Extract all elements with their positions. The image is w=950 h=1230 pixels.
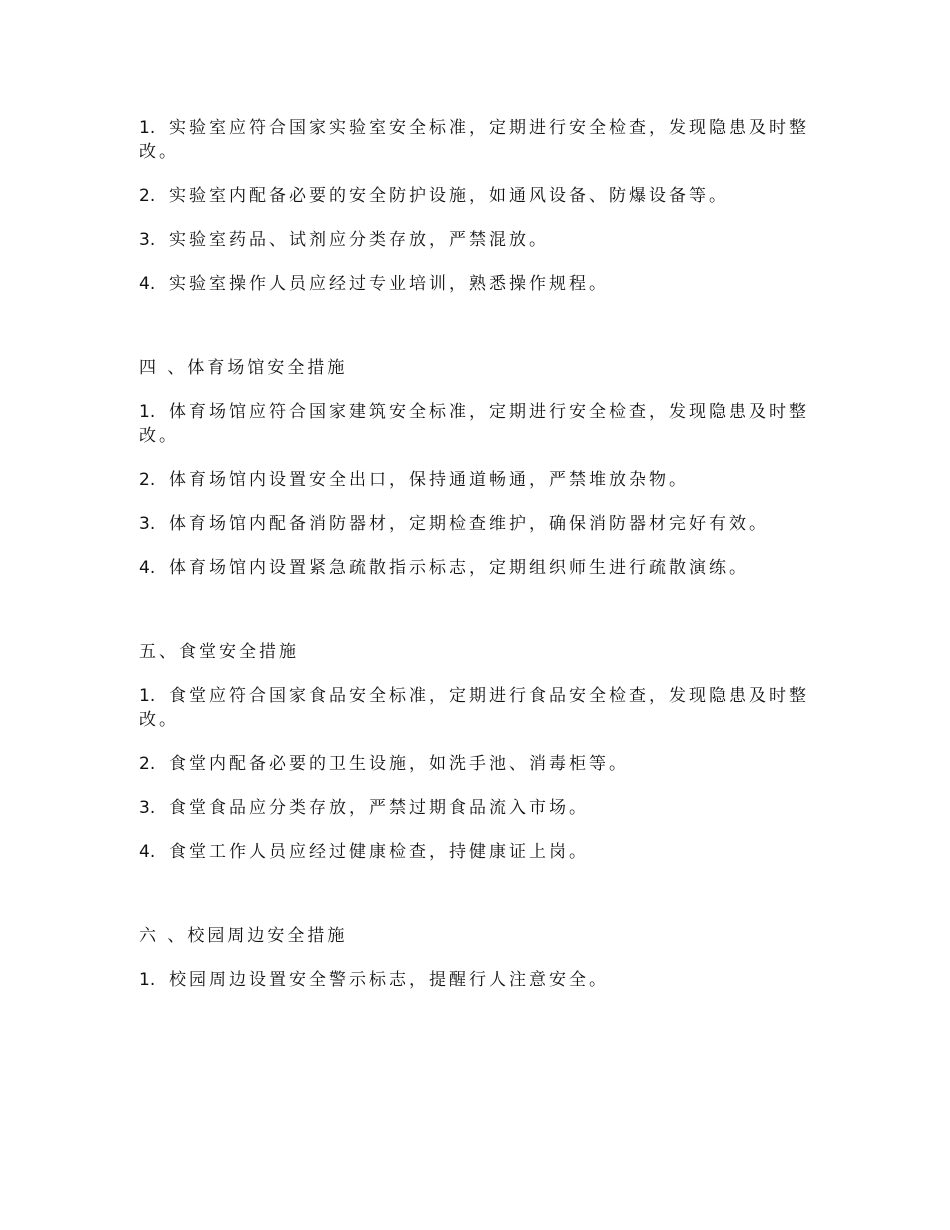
section-heading: 六 、校园周边安全措施: [139, 926, 348, 946]
item-text: 食堂工作人员应经过健康检查，持健康证上岗。: [169, 842, 589, 862]
item-text: 体育场馆应符合国家建筑安全标准，定期进行安全检查，发现隐患及时整改。: [139, 402, 809, 446]
item-text: 体育场馆内设置紧急疏散指示标志，定期组织师生进行疏散演练。: [169, 558, 749, 578]
list-item: [139, 840, 819, 864]
item-number: 1.: [139, 970, 156, 990]
list-item: [139, 116, 819, 164]
item-number: 3.: [139, 514, 156, 534]
list-item: [139, 968, 819, 992]
list-item: [139, 400, 819, 448]
item-number: 3.: [139, 798, 156, 818]
item-number: 2.: [139, 754, 156, 774]
item-number: 4.: [139, 274, 156, 294]
section-heading: 五、食堂安全措施: [139, 642, 299, 662]
list-item: [139, 752, 819, 776]
item-number: 4.: [139, 842, 156, 862]
item-number: 4.: [139, 558, 156, 578]
item-number: 1.: [139, 686, 156, 706]
item-text: 实验室药品、试剂应分类存放，严禁混放。: [169, 230, 549, 250]
item-text: 校园周边设置安全警示标志，提醒行人注意安全。: [169, 970, 609, 990]
section-heading: 四 、体育场馆安全措施: [139, 358, 348, 378]
item-number: 2.: [139, 186, 156, 206]
list-item: [139, 468, 819, 492]
item-text: 食堂食品应分类存放，严禁过期食品流入市场。: [169, 798, 589, 818]
item-text: 实验室应符合国家实验室安全标准，定期进行安全检查，发现隐患及时整改。: [139, 118, 809, 162]
item-number: 1.: [139, 402, 156, 422]
item-number: 1.: [139, 118, 156, 138]
item-number: 3.: [139, 230, 156, 250]
list-item: [139, 512, 819, 536]
item-text: 食堂应符合国家食品安全标准，定期进行食品安全检查，发现隐患及时整改。: [139, 686, 809, 730]
list-item: [139, 272, 819, 296]
list-item: [139, 796, 819, 820]
item-text: 体育场馆内设置安全出口，保持通道畅通，严禁堆放杂物。: [169, 470, 689, 490]
item-text: 实验室内配备必要的安全防护设施，如通风设备、防爆设备等。: [169, 186, 729, 206]
item-number: 2.: [139, 470, 156, 490]
document-body: [139, 116, 819, 992]
list-item: [139, 184, 819, 208]
item-text: 实验室操作人员应经过专业培训，熟悉操作规程。: [169, 274, 609, 294]
item-text: 食堂内配备必要的卫生设施，如洗手池、消毒柜等。: [169, 754, 629, 774]
list-item: [139, 684, 819, 732]
item-text: 体育场馆内配备消防器材，定期检查维护，确保消防器材完好有效。: [169, 514, 769, 534]
list-item: [139, 556, 819, 580]
list-item: [139, 228, 819, 252]
